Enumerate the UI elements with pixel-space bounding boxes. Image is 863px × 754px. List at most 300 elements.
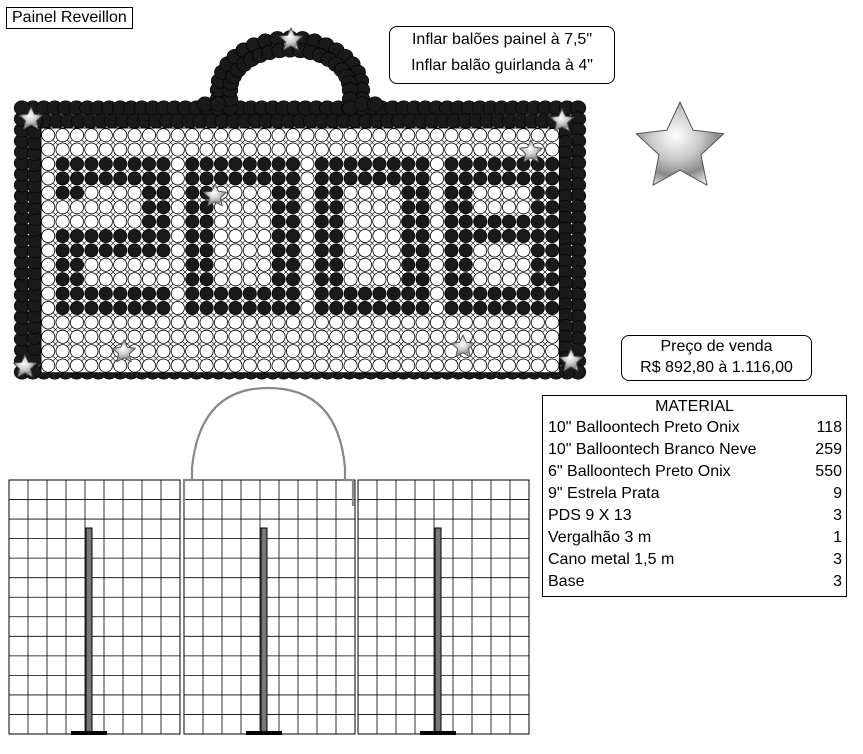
white-balloon <box>502 201 515 214</box>
white-balloon <box>258 129 271 142</box>
white-balloon <box>488 143 501 156</box>
black-balloon <box>186 301 199 314</box>
white-balloon <box>358 244 371 257</box>
white-balloon <box>517 273 530 286</box>
black-balloon <box>330 186 343 199</box>
black-balloon <box>488 215 501 228</box>
white-balloon <box>229 143 242 156</box>
white-balloon <box>502 359 515 372</box>
black-balloon <box>114 157 127 170</box>
white-balloon <box>301 201 314 214</box>
white-balloon <box>243 359 256 372</box>
white-balloon <box>286 143 299 156</box>
black-balloon <box>99 301 112 314</box>
white-balloon <box>330 143 343 156</box>
white-balloon <box>128 143 141 156</box>
black-balloon <box>474 287 487 300</box>
black-balloon <box>99 172 112 185</box>
white-balloon <box>85 359 98 372</box>
black-balloon <box>445 186 458 199</box>
white-balloon <box>258 244 271 257</box>
black-balloon <box>157 229 170 242</box>
black-balloon <box>70 186 83 199</box>
black-balloon <box>157 287 170 300</box>
white-balloon <box>430 359 443 372</box>
white-balloon <box>344 258 357 271</box>
white-balloon <box>114 273 127 286</box>
black-balloon <box>416 186 429 199</box>
white-balloon <box>531 316 544 329</box>
white-balloon <box>344 186 357 199</box>
white-balloon <box>214 273 227 286</box>
white-balloon <box>42 215 55 228</box>
white-balloon <box>214 229 227 242</box>
white-balloon <box>286 345 299 358</box>
black-balloon <box>200 229 213 242</box>
black-balloon <box>474 229 487 242</box>
white-balloon <box>430 129 443 142</box>
black-balloon <box>474 215 487 228</box>
black-balloon <box>445 229 458 242</box>
white-balloon <box>56 201 69 214</box>
black-balloon <box>142 301 155 314</box>
white-balloon <box>344 244 357 257</box>
black-balloon <box>272 258 285 271</box>
black-balloon <box>373 157 386 170</box>
white-balloon <box>70 215 83 228</box>
white-balloon <box>85 330 98 343</box>
white-balloon <box>459 359 472 372</box>
white-balloon <box>430 330 443 343</box>
black-balloon <box>546 229 559 242</box>
black-balloon <box>416 157 429 170</box>
black-balloon <box>459 273 472 286</box>
white-balloon <box>373 186 386 199</box>
white-balloon <box>387 330 400 343</box>
white-balloon <box>99 129 112 142</box>
white-balloon <box>373 229 386 242</box>
white-balloon <box>546 143 559 156</box>
white-balloon <box>243 273 256 286</box>
black-balloon <box>128 229 141 242</box>
black-balloon <box>373 301 386 314</box>
black-balloon <box>243 172 256 185</box>
black-balloon <box>387 287 400 300</box>
white-balloon <box>171 244 184 257</box>
black-balloon <box>459 186 472 199</box>
black-balloon <box>358 172 371 185</box>
black-balloon <box>315 287 328 300</box>
white-balloon <box>99 258 112 271</box>
material-header: MATERIAL <box>655 398 734 415</box>
white-balloon <box>171 301 184 314</box>
white-balloon <box>85 143 98 156</box>
black-balloon <box>402 215 415 228</box>
black-balloon <box>445 244 458 257</box>
white-balloon <box>517 201 530 214</box>
white-balloon <box>114 186 127 199</box>
white-balloon <box>402 345 415 358</box>
white-balloon <box>186 316 199 329</box>
white-balloon <box>157 129 170 142</box>
pole-base <box>246 731 282 735</box>
white-balloon <box>114 316 127 329</box>
black-balloon <box>258 172 271 185</box>
black-balloon <box>214 172 227 185</box>
black-balloon <box>344 301 357 314</box>
black-balloon <box>142 172 155 185</box>
black-balloon <box>114 229 127 242</box>
black-balloon <box>85 229 98 242</box>
black-balloon <box>229 172 242 185</box>
white-balloon <box>214 215 227 228</box>
white-balloon <box>42 273 55 286</box>
black-balloon <box>546 301 559 314</box>
black-balloon <box>56 172 69 185</box>
white-balloon <box>171 273 184 286</box>
black-balloon <box>445 301 458 314</box>
white-balloon <box>286 330 299 343</box>
white-balloon <box>128 215 141 228</box>
white-balloon <box>229 215 242 228</box>
black-balloon <box>517 301 530 314</box>
white-balloon <box>99 330 112 343</box>
white-balloon <box>229 201 242 214</box>
black-balloon <box>315 229 328 242</box>
black-balloon <box>56 244 69 257</box>
black-balloon <box>445 215 458 228</box>
white-balloon <box>42 330 55 343</box>
white-balloon <box>402 316 415 329</box>
white-balloon <box>99 215 112 228</box>
white-balloon <box>243 244 256 257</box>
white-balloon <box>258 316 271 329</box>
white-balloon <box>258 345 271 358</box>
white-balloon <box>387 316 400 329</box>
white-balloon <box>85 273 98 286</box>
material-name: Base <box>548 573 585 590</box>
black-balloon <box>474 172 487 185</box>
black-balloon <box>546 215 559 228</box>
white-balloon <box>243 330 256 343</box>
white-balloon <box>373 359 386 372</box>
black-balloon <box>229 301 242 314</box>
white-balloon <box>387 143 400 156</box>
white-balloon <box>445 330 458 343</box>
black-balloon <box>459 258 472 271</box>
black-balloon <box>531 244 544 257</box>
material-name: PDS 9 X 13 <box>548 507 632 524</box>
white-balloon <box>373 345 386 358</box>
white-balloon <box>344 330 357 343</box>
white-balloon <box>171 229 184 242</box>
white-balloon <box>70 316 83 329</box>
white-balloon <box>128 258 141 271</box>
black-balloon <box>99 157 112 170</box>
white-balloon <box>70 359 83 372</box>
garland-balloon <box>367 97 383 111</box>
black-balloon <box>200 244 213 257</box>
white-balloon <box>114 201 127 214</box>
black-balloon <box>402 201 415 214</box>
white-balloon <box>214 258 227 271</box>
white-balloon <box>243 229 256 242</box>
black-balloon <box>344 157 357 170</box>
white-balloon <box>229 129 242 142</box>
white-balloon <box>517 330 530 343</box>
white-balloon <box>474 186 487 199</box>
black-balloon <box>56 273 69 286</box>
material-qty: 118 <box>816 419 842 436</box>
price-label: Preço de venda <box>660 338 773 355</box>
inflation-note-line-1: Inflar balões painel à 7,5" <box>411 31 593 48</box>
white-balloon <box>301 215 314 228</box>
white-balloon <box>42 229 55 242</box>
white-balloon <box>229 244 242 257</box>
white-balloon <box>531 345 544 358</box>
white-balloon <box>430 229 443 242</box>
frame-panel <box>9 480 180 734</box>
white-balloon <box>474 359 487 372</box>
black-balloon <box>330 229 343 242</box>
white-balloon <box>42 301 55 314</box>
white-balloon <box>85 186 98 199</box>
white-balloon <box>200 143 213 156</box>
black-balloon <box>56 287 69 300</box>
material-name: 9" Estrela Prata <box>548 485 660 502</box>
white-balloon <box>171 215 184 228</box>
white-balloon <box>430 201 443 214</box>
white-balloon <box>358 345 371 358</box>
white-balloon <box>402 129 415 142</box>
white-balloon <box>416 129 429 142</box>
black-balloon <box>459 201 472 214</box>
white-balloon <box>373 215 386 228</box>
white-balloon <box>474 316 487 329</box>
black-balloon <box>157 244 170 257</box>
black-balloon <box>56 301 69 314</box>
white-balloon <box>301 301 314 314</box>
white-balloon <box>430 258 443 271</box>
white-balloon <box>200 345 213 358</box>
black-balloon <box>315 201 328 214</box>
white-balloon <box>272 345 285 358</box>
black-balloon <box>56 258 69 271</box>
white-balloon <box>243 258 256 271</box>
material-qty: 259 <box>815 441 842 458</box>
black-balloon <box>200 157 213 170</box>
white-balloon <box>373 330 386 343</box>
white-balloon <box>387 258 400 271</box>
black-balloon <box>330 157 343 170</box>
black-balloon <box>459 301 472 314</box>
white-balloon <box>42 157 55 170</box>
white-balloon <box>214 359 227 372</box>
black-balloon <box>286 258 299 271</box>
black-balloon <box>531 215 544 228</box>
white-balloon <box>373 129 386 142</box>
pds-frame-structure <box>9 388 529 735</box>
white-balloon <box>301 244 314 257</box>
white-balloon <box>128 201 141 214</box>
black-balloon <box>546 287 559 300</box>
black-balloon <box>459 287 472 300</box>
white-balloon <box>214 316 227 329</box>
white-balloon <box>229 330 242 343</box>
black-balloon <box>70 301 83 314</box>
white-balloon <box>99 201 112 214</box>
black-balloon <box>502 301 515 314</box>
black-balloon <box>70 157 83 170</box>
black-balloon <box>546 186 559 199</box>
black-balloon <box>214 301 227 314</box>
black-balloon <box>229 157 242 170</box>
black-balloon <box>70 273 83 286</box>
white-balloon <box>430 215 443 228</box>
garland-balloon <box>14 101 30 115</box>
black-balloon <box>459 172 472 185</box>
white-balloon <box>358 330 371 343</box>
white-balloon <box>546 345 559 358</box>
white-balloon <box>214 345 227 358</box>
white-balloon <box>358 359 371 372</box>
white-balloon <box>315 129 328 142</box>
white-balloon <box>315 143 328 156</box>
white-balloon <box>272 316 285 329</box>
black-balloon <box>531 287 544 300</box>
white-balloon <box>42 287 55 300</box>
white-balloon <box>258 330 271 343</box>
white-balloon <box>344 129 357 142</box>
black-balloon <box>416 201 429 214</box>
white-balloon <box>517 316 530 329</box>
white-balloon <box>330 129 343 142</box>
black-balloon <box>286 287 299 300</box>
white-balloon <box>546 316 559 329</box>
material-qty: 3 <box>833 573 842 590</box>
white-balloon <box>430 273 443 286</box>
white-balloon <box>502 330 515 343</box>
material-name: 10" Balloontech Preto Onix <box>548 419 740 436</box>
white-balloon <box>502 345 515 358</box>
white-balloon <box>157 330 170 343</box>
white-balloon <box>200 129 213 142</box>
black-balloon <box>502 215 515 228</box>
black-balloon <box>315 258 328 271</box>
white-balloon <box>157 258 170 271</box>
black-balloon <box>531 229 544 242</box>
white-balloon <box>474 129 487 142</box>
white-balloon <box>358 316 371 329</box>
black-balloon <box>114 301 127 314</box>
black-balloon <box>186 273 199 286</box>
black-balloon <box>243 301 256 314</box>
white-balloon <box>301 129 314 142</box>
white-balloon <box>488 330 501 343</box>
white-balloon <box>243 345 256 358</box>
white-balloon <box>315 316 328 329</box>
price-value: R$ 892,80 à 1.116,00 <box>640 359 793 376</box>
black-balloon <box>373 287 386 300</box>
white-balloon <box>56 345 69 358</box>
white-balloon <box>502 143 515 156</box>
black-balloon <box>531 301 544 314</box>
white-balloon <box>114 143 127 156</box>
white-balloon <box>272 359 285 372</box>
black-balloon <box>488 157 501 170</box>
black-balloon <box>416 229 429 242</box>
white-balloon <box>416 330 429 343</box>
white-balloon <box>358 215 371 228</box>
black-balloon <box>286 157 299 170</box>
white-balloon <box>474 143 487 156</box>
white-balloon <box>85 316 98 329</box>
black-balloon <box>402 172 415 185</box>
white-balloon <box>301 273 314 286</box>
white-balloon <box>315 345 328 358</box>
black-balloon <box>459 229 472 242</box>
support-pole <box>261 528 267 734</box>
black-balloon <box>157 172 170 185</box>
black-balloon <box>186 229 199 242</box>
white-balloon <box>243 143 256 156</box>
white-balloon <box>474 201 487 214</box>
black-balloon <box>70 172 83 185</box>
white-balloon <box>301 172 314 185</box>
black-balloon <box>272 301 285 314</box>
white-balloon <box>214 143 227 156</box>
white-balloon <box>301 143 314 156</box>
black-balloon <box>531 172 544 185</box>
white-balloon <box>142 345 155 358</box>
white-balloon <box>214 129 227 142</box>
star-balloon-large <box>636 102 723 185</box>
white-balloon <box>56 330 69 343</box>
black-balloon <box>402 157 415 170</box>
black-balloon <box>445 201 458 214</box>
white-balloon <box>42 129 55 142</box>
black-balloon <box>56 229 69 242</box>
white-balloon <box>99 316 112 329</box>
black-balloon <box>286 229 299 242</box>
black-balloon <box>330 201 343 214</box>
black-balloon <box>128 172 141 185</box>
white-balloon <box>56 143 69 156</box>
white-balloon <box>70 143 83 156</box>
white-balloon <box>517 258 530 271</box>
white-balloon <box>114 258 127 271</box>
white-balloon <box>171 172 184 185</box>
white-balloon <box>430 157 443 170</box>
white-balloon <box>517 186 530 199</box>
black-balloon <box>229 287 242 300</box>
white-balloon <box>200 359 213 372</box>
black-balloon <box>445 157 458 170</box>
white-balloon <box>70 201 83 214</box>
white-balloon <box>330 316 343 329</box>
white-balloon <box>315 330 328 343</box>
white-balloon <box>229 229 242 242</box>
black-balloon <box>157 186 170 199</box>
white-balloon <box>517 244 530 257</box>
black-balloon <box>402 229 415 242</box>
black-balloon <box>445 273 458 286</box>
black-balloon <box>70 229 83 242</box>
white-balloon <box>214 244 227 257</box>
black-balloon <box>459 157 472 170</box>
black-balloon <box>70 287 83 300</box>
white-balloon <box>546 129 559 142</box>
